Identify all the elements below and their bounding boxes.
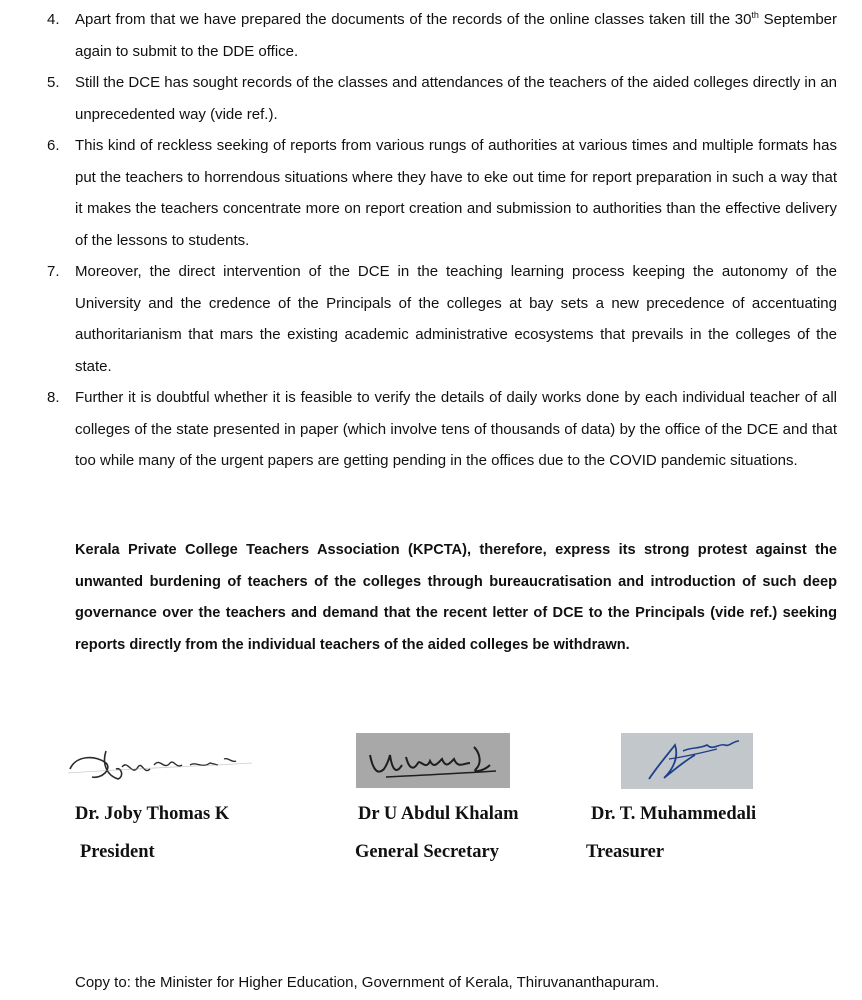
list-item-5 [47, 67, 837, 130]
list-item-8 [47, 382, 837, 477]
copy-to-line: Copy to: the Minister for Higher Education, Government of Kerala, Thiruvananthapuram. [75, 974, 660, 991]
item-text: This kind of reckless seeking of reports from various rungs of authorities at various times and multiple formats has put the teachers to horrendous situations where they have to eke out time for report preparation in such a way that it makes the teachers concentrate more on report creation and submission to authorities than the effective delivery of the lessons to students. [75, 137, 837, 249]
item-text: Still the DCE has sought records of the classes and attendances of the teachers of the aided colleges directly in an unprecedented way (vide ref.). [75, 74, 837, 123]
president-name: Dr. Joby Thomas K [75, 804, 230, 824]
item-text: Apart from that we have prepared the documents of the records of the online classes taken till the 30th September again to submit to the DDE office. [75, 10, 837, 60]
item-text: Further it is doubtful whether it is feasible to verify the details of daily works done by each individual teacher of all colleges of the state presented in paper (which involve tens of thousands of data) by the office of the DCE and that too while many of the urgent papers are getting pending in the offices due to the COVID pandemic situations. [75, 389, 837, 469]
item-number: 8. [47, 389, 60, 406]
treasurer-role: Treasurer [586, 842, 665, 862]
list-item-4 [47, 4, 837, 67]
president-role: President [80, 842, 155, 862]
list-item-7 [47, 256, 837, 382]
general-secretary-name: Dr U Abdul Khalam [358, 804, 519, 824]
treasurer-signature [621, 733, 753, 789]
president-signature [62, 733, 262, 793]
general-secretary-role: General Secretary [355, 842, 499, 862]
item-text: Moreover, the direct intervention of the DCE in the teaching learning process keeping the autonomy of the University and the credence of the Principals of the colleges at bay sets a new precedence of accentuating authoritarianism that mars the existing academic administrative ecosystems that prevails in the colleges of the state. [75, 263, 837, 375]
protest-statement: Kerala Private College Teachers Association (KPCTA), therefore, express its strong protest against the unwanted burdening of teachers of the colleges through bureaucratisation and introduction of such deep governance over the teachers and demand that the recent letter of DCE to the Principals (vide ref.) seeking reports directly from the individual teachers of the aided colleges be withdrawn. [75, 542, 837, 653]
list-item-6 [47, 130, 837, 256]
item-number: 7. [47, 263, 60, 280]
item-number: 4. [47, 11, 60, 28]
treasurer-name: Dr. T. Muhammedali [591, 804, 757, 824]
superscript: th [751, 10, 759, 20]
general-secretary-signature [356, 733, 510, 788]
item-number: 5. [47, 74, 60, 91]
item-number: 6. [47, 137, 60, 154]
